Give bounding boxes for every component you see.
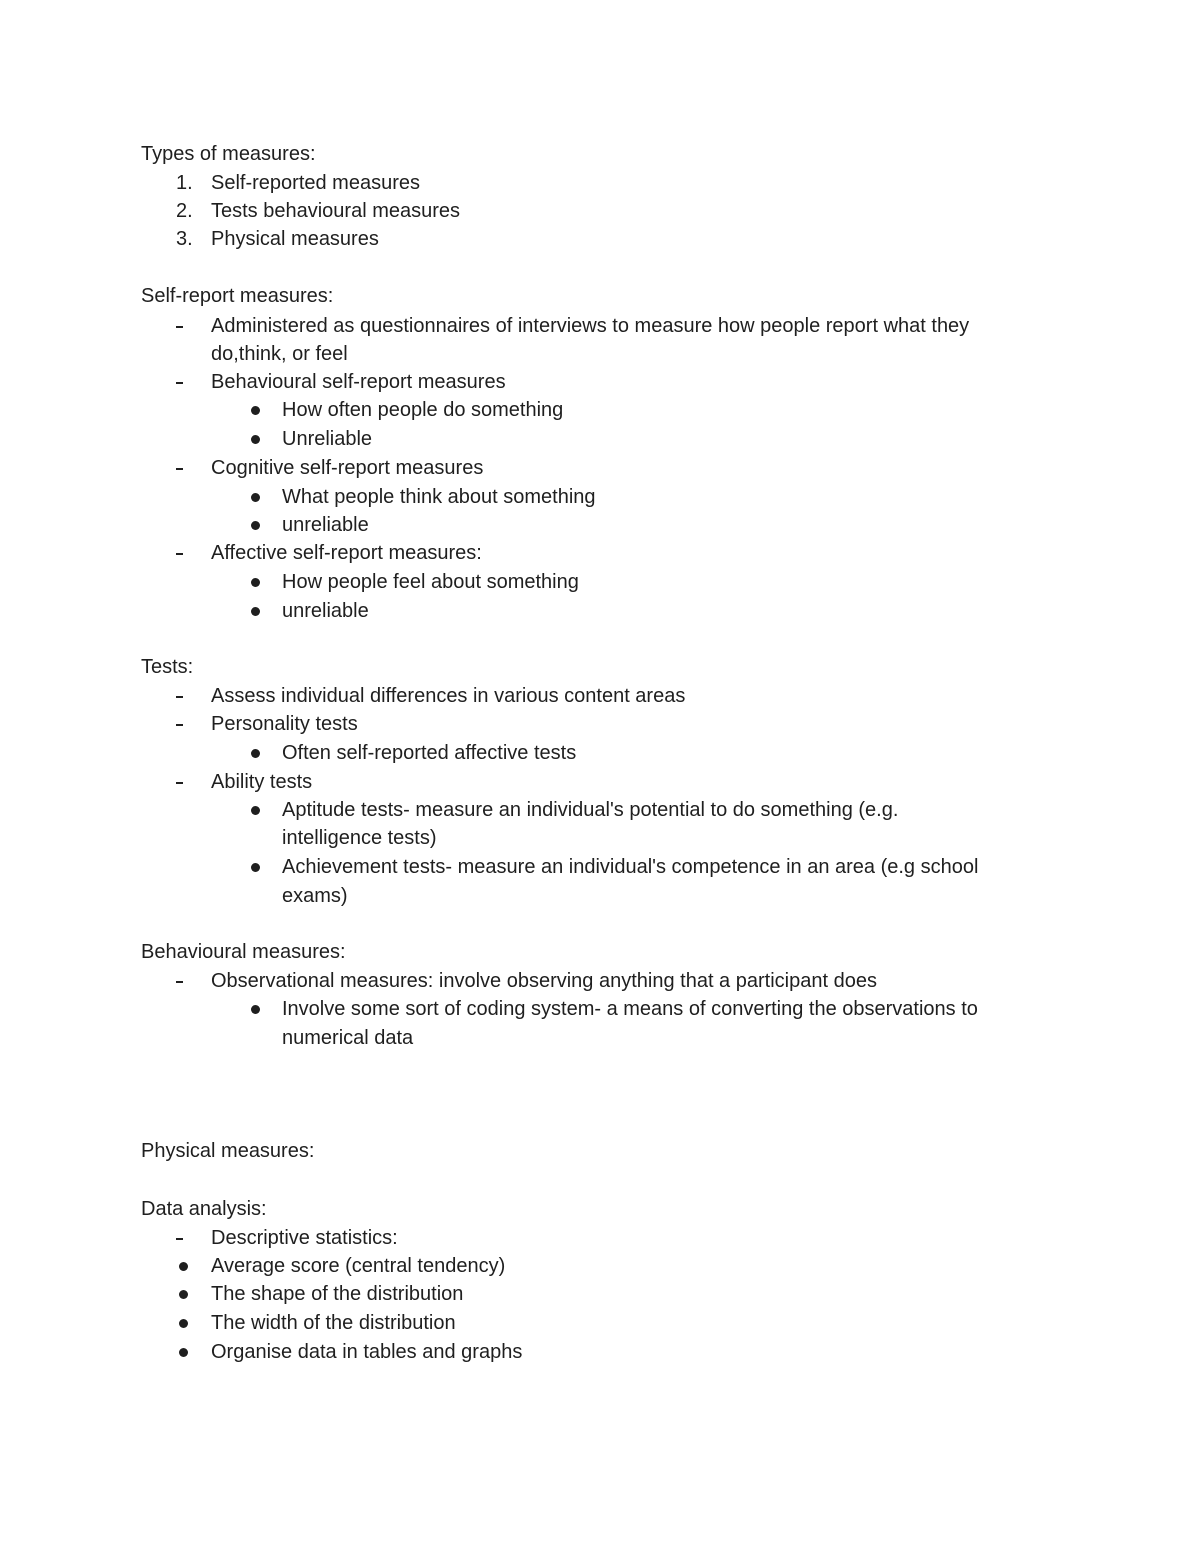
sub-list-item: How people feel about something [282,571,579,593]
dash-bullet-icon [176,326,183,328]
dash-bullet-icon [176,782,183,784]
list-item: Physical measures [211,228,379,250]
dash-bullet-icon [176,981,183,983]
list-item: Ability tests [211,771,313,793]
bullet-icon [179,1290,188,1299]
bullet-icon [251,521,260,530]
section-heading-types: Types of measures: [141,143,316,165]
section-heading-tests: Tests: [141,656,194,678]
bullet-icon [179,1262,188,1271]
sub-list-item-continuation: exams) [282,885,348,907]
bullet-icon [251,1005,260,1014]
list-item: Affective self-report measures: [211,542,482,564]
dash-bullet-icon [176,468,183,470]
list-item: Tests behavioural measures [211,200,461,222]
list-number: 2. [176,200,193,222]
sub-list-item: unreliable [282,600,369,622]
sub-list-item: Unreliable [282,428,373,450]
list-item: Personality tests [211,713,358,735]
section-heading-data-analysis: Data analysis: [141,1198,267,1220]
bullet-icon [179,1319,188,1328]
dash-bullet-icon [176,724,183,726]
list-item: The shape of the distribution [211,1283,464,1305]
list-item: Behavioural self-report measures [211,371,506,393]
sub-list-item: Often self-reported affective tests [282,742,577,764]
section-heading-self-report: Self-report measures: [141,285,334,307]
bullet-icon [251,863,260,872]
bullet-icon [251,406,260,415]
bullet-icon [251,493,260,502]
list-item: Descriptive statistics: [211,1227,398,1249]
bullet-icon [251,435,260,444]
bullet-icon [251,578,260,587]
dash-bullet-icon [176,696,183,698]
section-heading-physical: Physical measures: [141,1140,315,1162]
dash-bullet-icon [176,382,183,384]
list-item: The width of the distribution [211,1312,456,1334]
list-item: Assess individual differences in various content areas [211,685,686,707]
list-item: Average score (central tendency) [211,1255,506,1277]
section-heading-behavioural: Behavioural measures: [141,941,346,963]
list-item: Organise data in tables and graphs [211,1341,523,1363]
list-item-continuation: do,think, or feel [211,343,348,365]
bullet-icon [251,806,260,815]
sub-list-item-continuation: numerical data [282,1027,414,1049]
sub-list-item: Involve some sort of coding system- a means of converting the observations to [282,998,978,1020]
sub-list-item: How often people do something [282,399,564,421]
sub-list-item: unreliable [282,514,369,536]
bullet-icon [179,1348,188,1357]
sub-list-item: Achievement tests- measure an individual's competence in an area (e.g school [282,856,979,878]
list-item: Self-reported measures [211,172,420,194]
sub-list-item: What people think about something [282,486,596,508]
sub-list-item: Aptitude tests- measure an individual's potential to do something (e.g. [282,799,899,821]
dash-bullet-icon [176,553,183,555]
sub-list-item-continuation: intelligence tests) [282,827,437,849]
bullet-icon [251,607,260,616]
list-item: Cognitive self-report measures [211,457,484,479]
list-number: 1. [176,172,193,194]
list-item: Observational measures: involve observing anything that a participant does [211,970,877,992]
bullet-icon [251,749,260,758]
list-item: Administered as questionnaires of interviews to measure how people report what they [211,315,970,337]
dash-bullet-icon [176,1238,183,1240]
list-number: 3. [176,228,193,250]
